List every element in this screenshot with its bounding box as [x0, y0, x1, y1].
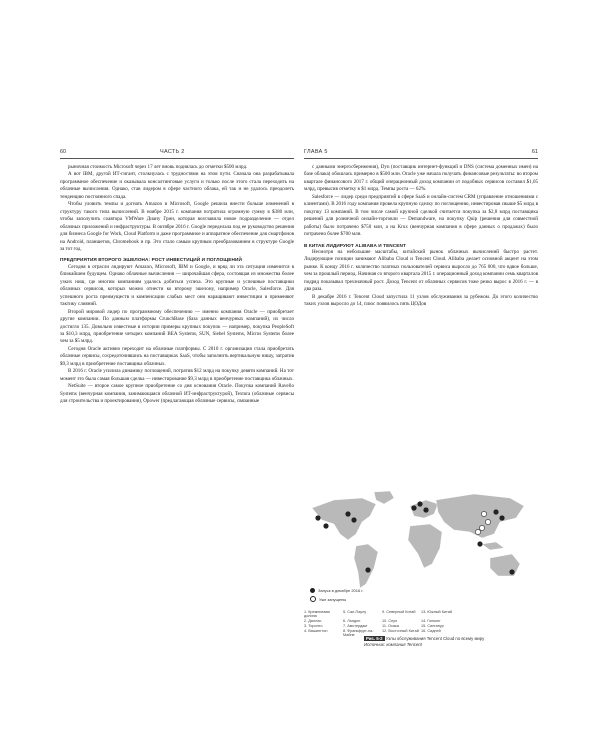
legend-item: [310, 588, 363, 593]
paragraph: Сегодня в отрасли лидируют Amazon, Microsoft, IBM и Google, и вряд ли эта ситуация изменится в ближайшем будущем. Однако облачные вычисления — широчайшая сфера, состоящая из множества более узких ниш, где многим компаниям удалось добиться успеха. Это крупные и успешные поставщики облачных сервисов, которых можно отнести ко второму эшелону, например Oracle, Salesforce. Для успешного роста преимуществ и компенсации слабых мест они наращивают инвестиции и применяют тактику слияний.: [60, 263, 294, 308]
map-marker: [365, 567, 370, 572]
africa-shape: [408, 524, 442, 568]
legend-label: Запуск в декабре 2016 г.: [318, 588, 364, 593]
map-marker: [509, 569, 514, 574]
map-marker: [323, 523, 328, 528]
greenland-shape: [374, 491, 394, 504]
north-america-shape: [312, 498, 376, 540]
paragraph: NetSuite — второе самое крупное приобретение со дня основания Oracle. Покупка компаний Ravello Systems (венчурная компания, занимающаяся облачной ИТ-инфраструктурой), Textura (облачные сервисы для строительства и проектирования), Opower (предлагающая облачные сервисы, связанные: [60, 383, 294, 405]
figure-title: Узлы обслуживания Tencent Cloud по всему миру: [385, 636, 485, 641]
light-marker-icon: [310, 596, 316, 602]
south-america-shape: [354, 544, 378, 588]
map-marker: [479, 525, 484, 530]
map-marker: [499, 515, 504, 520]
city-item: 4. Вашингтон: [304, 629, 328, 633]
city-item: 2. Даллас: [304, 619, 322, 623]
section-heading: ПРЕДПРИЯТИЯ ВТОРОГО ЭШЕЛОНА: РОСТ ИНВЕСТИЦИЙ И ПОГЛОЩЕНИЙ: [60, 257, 242, 263]
australia-shape: [490, 554, 520, 576]
paragraph: В декабре 2016 г. Tencent Cloud запустила 11 узлов обслуживания за рубежом. До этого количество таких узлов выросло до 14, плюс появилось пять ЦОДов: [304, 293, 538, 308]
paragraph: рыночная стоимость Microsoft через 17 лет вновь поднялась до отметки $500 млрд.: [68, 164, 248, 170]
left-page: [60, 149, 294, 598]
map-marker: [351, 517, 356, 522]
map-marker: [475, 529, 480, 534]
map-marker: [417, 501, 422, 506]
map-marker: [345, 511, 350, 516]
map-marker: [485, 519, 490, 524]
left-running-head: ЧАСТЬ 2: [160, 149, 185, 155]
map-marker: [423, 507, 428, 512]
city-item: 11. Осака: [382, 624, 399, 628]
right-body-text: [304, 164, 538, 309]
city-item: 5. Сан-Паулу: [343, 610, 367, 614]
section-heading: В КИТАЕ ЛИДИРУЮТ ALIBABA И TENCENT: [304, 242, 406, 248]
map-marker: [411, 505, 416, 510]
legend-item: [310, 596, 363, 602]
left-page-number: 60: [60, 149, 67, 155]
paragraph: Второй мировой лидер по программному обеспечению — именно компания Oracle — приобретает другие компании. По данным платформы CrunchBase (база данных венчурных компаний), их число достигло 135. Довольно известные в истории примеры крупных покупок — например, покупка PeopleSoft за $10,3 млрд, приобретение четырех компаний BEA Systems, SUN, Siebel Systems, Micros Systems более чем за $5 млрд.: [60, 308, 294, 345]
city-item: 1. Кремниевая долина: [304, 610, 330, 618]
city-item: 15. Сингапур: [421, 624, 444, 628]
right-page: [304, 149, 538, 647]
paragraph: Чтобы уловить темпы и догнать Amazon и Microsoft, Google решила внести больше изменений в структуру такого типа вычислений. В ноябре 2015 г. компания потратила огромную сумму в $380 млн, чтобы заполучить соавтора VMWare Диану Грин, которая возглавила новое подразделение — отдел облачных приложений и инфраструктуры. В октябре 2016 г. Google переделала под ее руководство решения для бизнеса Google for Work, Cloud Platform и даже программное и аппаратное обеспечение для смартфонов на Android, планшетов, Chromebook и пр. Это стало самым крупным преобразованием в структуре Google за тот год.: [60, 201, 294, 252]
right-page-header: [304, 148, 538, 159]
city-list: [304, 610, 538, 637]
map-legend: [310, 588, 363, 602]
left-body-text: [60, 164, 294, 406]
city-item: 6. Лондон: [343, 619, 361, 623]
world-map-figure: [304, 488, 538, 610]
paragraph: Сегодня Oracle активно переходит на облачные платформы. С 2010 г. организация стала приобретать облачные сервисы, сосредоточившись на поставщиках SaaS, чтобы заполнить вертикальную нишу, затратив $9,3 млрд в приобретение поставщика облачных.: [60, 345, 294, 367]
paragraph: В 2016 г. Oracle усилила динамику поглощений, потратив $12 млрд на покупку девяти компаний. На тот момент это была самая большая сделка — инвестирование $9,3 млрд в приобретение поставщика облачных.: [60, 368, 294, 382]
map-marker: [315, 515, 320, 520]
dark-marker-icon: [310, 588, 315, 593]
city-item: 13. Южный Китай: [421, 610, 452, 614]
figure-source: Источник: компания Tencent: [364, 641, 422, 647]
city-item: 12. Восточный Китай: [382, 629, 419, 633]
city-item: 16. Сидней: [421, 629, 441, 633]
right-running-head: ГЛАВА 5: [304, 149, 328, 155]
paragraph: с данными энергосбережения), Dyn (поставщик интернет-функций и DNS (система доменных имен) на базе облака) обошлась примерно в $500 млн. Oracle уже начала получать финансовые результаты: во втором квартале финансового 2017 г. общий операционный доход компании от подобных сервисов составил $1,05 млрд, превысив отметку в $1 млрд. Темпы роста — 62%.: [304, 164, 538, 193]
city-item: 9. Северный Китай: [382, 610, 416, 614]
city-item: 3. Торонто: [304, 624, 323, 628]
figure-caption: [364, 636, 539, 647]
city-item: 8. Франкфурт-на-Майне: [343, 629, 374, 637]
city-item: 7. Амстердам: [343, 624, 368, 628]
paragraph: Несмотря на небольшие масштабы, китайский рынок облачных вычислений быстро растет. Лидирующие позиции занимают Alibaba Cloud и Tencent Cloud. Alibaba делает основной акцент на этом рынке. К концу 2016 г. количество платных пользователей сервиса выросло до 765 000, что вдвое больше, чем за прошлый период. Начиная со второго квартала 2015 г. операционный доход компании семь кварталов подряд показывал трехзначный рост. Доход Tencent от облачных сервисов тоже резко вырос в 2016 г. — в два раза.: [304, 248, 538, 293]
legend-label: Уже запущены: [319, 596, 347, 602]
map-marker: [477, 541, 482, 546]
paragraph: А вот IBM, другой ИТ-гигант, столкнулась с трудностями на этом пути. Сначала она разрабатывала программное обеспечение и оказывала консалтинговые услуги и только после этого стала переходить на облачные вычисления. Однако, став лидером в сфере частного облака, ей так и не удалось преодолеть тенденцию постоянного спада.: [60, 171, 294, 200]
southeast-asia-shape: [482, 542, 504, 550]
city-item: 14. Гонконг: [421, 619, 441, 623]
left-page-header: [60, 148, 294, 159]
city-item: 10. Сеул: [382, 619, 398, 623]
right-page-number: 61: [531, 149, 538, 155]
map-marker: [493, 509, 498, 514]
map-marker: [481, 511, 486, 516]
paragraph: Salesforce — лидер среди предприятий в сфере SaaS и онлайн-систем CRM (управление отношениями с клиентами). В 2016 году компания провела крупную сделку по поглощению, инвестировав свыше $5 млрд в покупку 13 компаний. В том числе самой крупной сделкой считается покупка за $2,8 млрд поставщика решений для розничной онлайн-торговли — Demandware, на покупку Quip (решения для совместной работы) было потрачено $750 млн, а на Krux (венчурная компания в сфере данных о продажах) было потрачено более $700 млн.: [304, 193, 538, 238]
figure-label: Рис. 5-2: [366, 636, 383, 641]
